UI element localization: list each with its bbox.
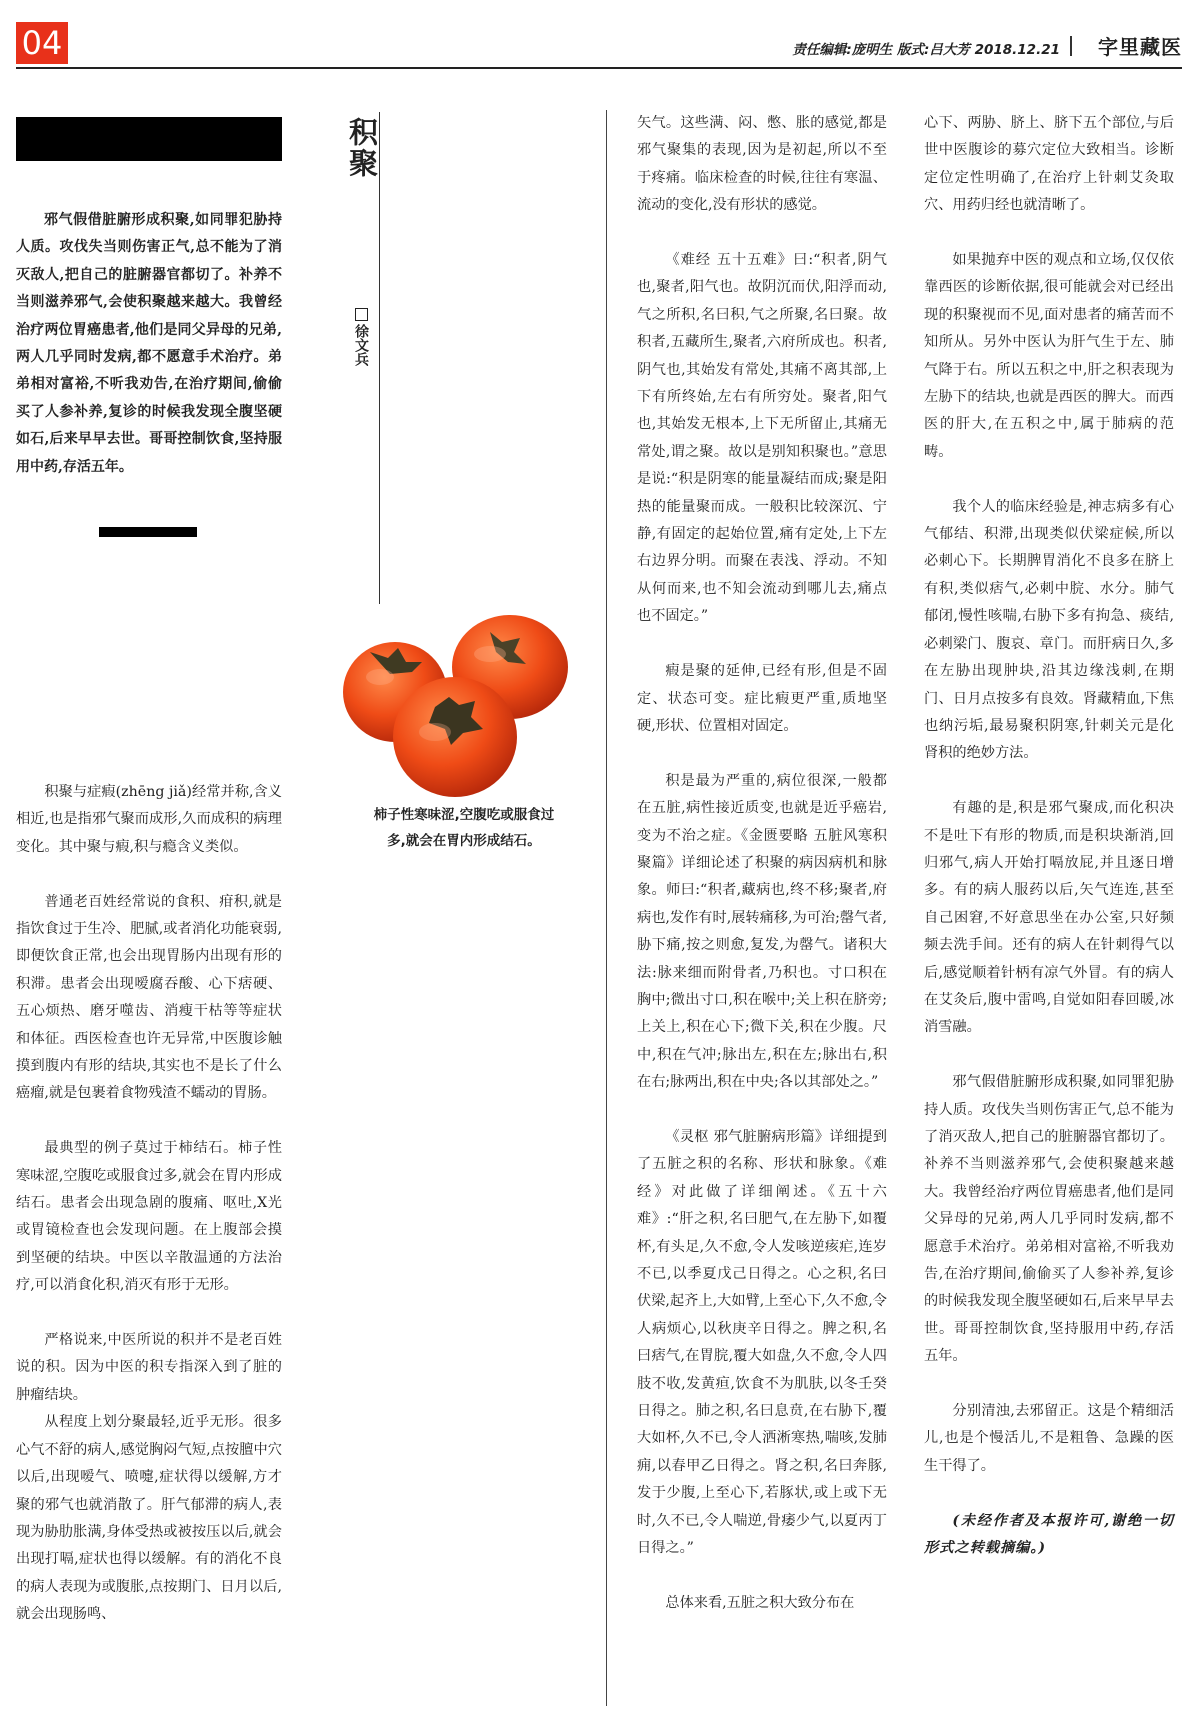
paragraph: 总体来看,五脏之积大致分布在 — [665, 1594, 855, 1611]
paragraph: 如果抛弃中医的观点和立场,仅仅依靠西医的诊断依据,很可能就会对已经出现的积聚视而不见,面对患者的痛苦而不知所从。另外中医认为肝气生于左、肺气降于右。所以五积之中,肝之积表现为左胁下的结块,也就是西医的脾大。而西医的肝大,在五积之中,属于肺病的范畴。 — [924, 252, 1174, 460]
headline: 积聚 — [345, 117, 379, 179]
copyright-note: (未经作者及本报许可,谢绝一切形式之转载摘编。) — [924, 1512, 1174, 1557]
paragraph: 积聚与症瘕(zhēng jiǎ)经常并称,含义相近,也是指邪气聚而成形,久而成积的病理变化。其中聚与瘕,积与瘾含义类似。 — [16, 784, 282, 855]
paragraph: 从程度上划分聚最轻,近乎无形。很多心气不舒的病人,感觉胸闷气短,点按膻中穴以后,出现嗳气、喷嚏,症状得以缓解,方才聚的邪气也就消散了。肝气郁滞的病人,表现为胁肋胀满,身体受热或被按压以后,就会出现打嗝,症状也得以缓解。有的消化不良的病人表现为或腹胀,点按期门、日月以后,就会出现肠鸣、 — [16, 1414, 282, 1623]
paragraph: 分别清浊,去邪留正。这是个精细活儿,也是个慢活儿,不是粗鲁、急躁的医生干得了。 — [924, 1403, 1174, 1474]
byline-box-icon — [355, 308, 368, 321]
paragraph: 矢气。这些满、闷、憋、胀的感觉,都是邪气聚集的表现,因为是初起,所以不至于疼痛。临床检查的时候,往往有寒温、流动的变化,没有形状的感觉。 — [637, 115, 887, 214]
paragraph: 普通老百姓经常说的食积、疳积,就是指饮食过于生冷、肥腻,或者消化功能衰弱,即便饮食正常,也会出现胃肠内出现有形的积滞。患者会出现嗳腐吞酸、心下痞硬、五心烦热、磨牙噬齿、消瘦干枯等等症状和体征。西医检查也许无异常,中医腹诊触摸到腹内有形的结块,其实也不是长了什么癌瘤,就是包裹着食物残渣不蠕动的胃肠。 — [16, 893, 282, 1102]
middle-column — [637, 110, 887, 1645]
title-divider — [379, 112, 380, 604]
left-column — [16, 779, 282, 1656]
persimmon-image — [340, 612, 576, 802]
paragraph: 邪气假借脏腑形成积聚,如同罪犯胁持人质。攻伐失当则伤害正气,总不能为了消灭敌人,把自己的脏腑器官都切了。补养不当则滋养邪气,会使积聚越来越大。我曾经治疗两位胃癌患者,他们是同父异母的兄弟,两人几乎同时发病,都不愿意手术治疗。弟弟相对富裕,不听我劝告,在治疗期间,偷偷买了人参补养,复诊的时候我发现全腹坚硬如石,后来早早去世。哥哥控制饮食,坚持服用中药,存活五年。 — [924, 1074, 1174, 1365]
header-rule — [16, 67, 1182, 69]
author-name: 徐文兵 — [353, 324, 369, 366]
section-title: 字里藏医 — [1098, 35, 1182, 59]
paragraph: 我个人的临床经验是,神志病多有心气郁结、积滞,出现类似伏梁症候,所以必刺心下。长期脾胃消化不良多在脐上有积,类似痞气,必刺中脘、水分。肺气郁闭,慢性咳喘,右胁下多有拘急、痰结,必刺梁门、腹哀、章门。而肝病日久,多在左胁出现肿块,沿其边缘浅刺,在期门、日月点按多有良效。肾藏精血,下焦也纳污垢,最易聚积阴寒,针刺关元是化肾积的绝妙方法。 — [924, 498, 1174, 762]
paragraph: 最典型的例子莫过于柿结石。柿子性寒味涩,空腹吃或服食过多,就会在胃内形成结石。患者会出现急剧的腹痛、呕吐,X光或胃镜检查也会发现问题。在上腹部会摸到坚硬的结块。中医以辛散温通的方法治疗,可以消食化积,消灭有形于无形。 — [16, 1140, 282, 1294]
paragraph: 《灵枢 邪气脏腑病形篇》详细提到了五脏之积的名称、形状和脉象。《难经》对此做了详细阐述。《五十六难》:“肝之积,名曰肥气,在左胁下,如覆杯,有头足,久不愈,令人发咳逆痎疟,连岁不已,以季夏戊己日得之。心之积,名曰伏梁,起齐上,大如臂,上至心下,久不愈,令人病烦心,以秋庚辛日得之。脾之积,名曰痞气,在胃脘,覆大如盘,久不愈,令人四肢不收,发黄疸,饮食不为肌肤,以冬壬癸日得之。肺之积,名曰息贲,在右胁下,覆大如杯,久不已,令人洒淅寒热,喘咳,发肺痈,以春甲乙日得之。肾之积,名曰奔豚,发于少腹,上至心下,若豚状,或上或下无时,久不已,令人喘逆,骨痿少气,以夏丙丁日得之。” — [637, 1128, 887, 1557]
redacted-block — [16, 117, 282, 161]
lead-paragraph: 邪气假借脏腑形成积聚,如同罪犯胁持人质。攻伐失当则伤害正气,总不能为了消灭敌人,把自己的脏腑器官都切了。补养不当则滋养邪气,会使积聚越来越大。我曾经治疗两位胃癌患者,他们是同父异母的兄弟,两人几乎同时发病,都不愿意手术治疗。弟弟相对富裕,不听我劝告,在治疗期间,偷偷买了人参补养,复诊的时候我发现全腹坚硬如石,后来早早去世。哥哥控制饮食,坚持服用中药,存活五年。 — [16, 212, 282, 475]
column-divider — [606, 110, 607, 1706]
page-number: 04 — [16, 22, 68, 64]
paragraph: 心下、两胁、脐上、脐下五个部位,与后世中医腹诊的募穴定位大致相当。诊断定位定性明确了,在治疗上针刺艾灸取穴、用药归经也就清晰了。 — [924, 115, 1174, 214]
paragraph: 瘕是聚的延伸,已经有形,但是不固定、状态可变。症比瘕更严重,质地坚硬,形状、位置相对固定。 — [637, 663, 887, 734]
right-column — [924, 110, 1174, 1590]
editor-credits: 责任编辑:庞明生 版式:吕大芳 2018.12.21 — [792, 42, 1060, 58]
paragraph: 积是最为严重的,病位很深,一般都在五脏,病性接近质变,也就是近乎癌岩,变为不治之症。《金匮要略 五脏风寒积聚篇》详细论述了积聚的病因病机和脉象。师曰:“积者,藏病也,终不移;聚者,府病也,发作有时,展转痛移,为可治;罄气者,胁下痛,按之则愈,复发,为罄气。诸积大法:脉来细而附骨者,乃积也。寸口积在胸中;微出寸口,积在喉中;关上积在脐旁;上关上,积在心下;微下关,积在少腹。尺中,积在气冲;脉出左,积在左;脉出右,积在右;脉两出,积在中央;各以其部处之。” — [637, 772, 887, 1091]
paragraph: 严格说来,中医所说的积并不是老百姓说的积。因为中医的积专指深入到了脏的肿瘤结块。 — [16, 1332, 282, 1403]
author-byline — [351, 308, 371, 366]
paragraph: 有趣的是,积是邪气聚成,而化积决不是吐下有形的物质,而是积块渐消,回归邪气,病人开始打嗝放屁,并且逐日增多。有的病人服药以后,矢气连连,甚至自己困窘,不好意思坐在办公室,只好频频去洗手间。还有的病人在针刺得气以后,感觉顺着针柄有凉气外冒。有的病人在艾灸后,腹中雷鸣,自觉如阳春回暖,冰消雪融。 — [924, 800, 1174, 1036]
header-separator — [1070, 36, 1072, 56]
decorative-bar — [99, 527, 197, 537]
paragraph: 《难经 五十五难》曰:“积者,阴气也,聚者,阳气也。故阴沉而伏,阳浮而动,气之所积,名曰积,气之所聚,名曰聚。故积者,五藏所生,聚者,六府所成也。积者,阴气也,其始发有常处,其痛不离其部,上下有所终始,左右有所穷处。聚者,阳气也,其始发无根本,上下无所留止,其痛无常处,谓之聚。故以是别知积聚也。”意思是说:“积是阴寒的能量凝结而成;聚是阳热的能量聚而成。一般积比较深沉、宁静,有固定的起始位置,痛有定处,上下左右边界分明。而聚在表浅、浮动。不知从何而来,也不知会流动到哪儿去,痛点也不固定。” — [637, 252, 887, 625]
image-caption: 柿子性寒味涩,空腹吃或服食过多,就会在胃内形成结石。 — [373, 807, 555, 849]
